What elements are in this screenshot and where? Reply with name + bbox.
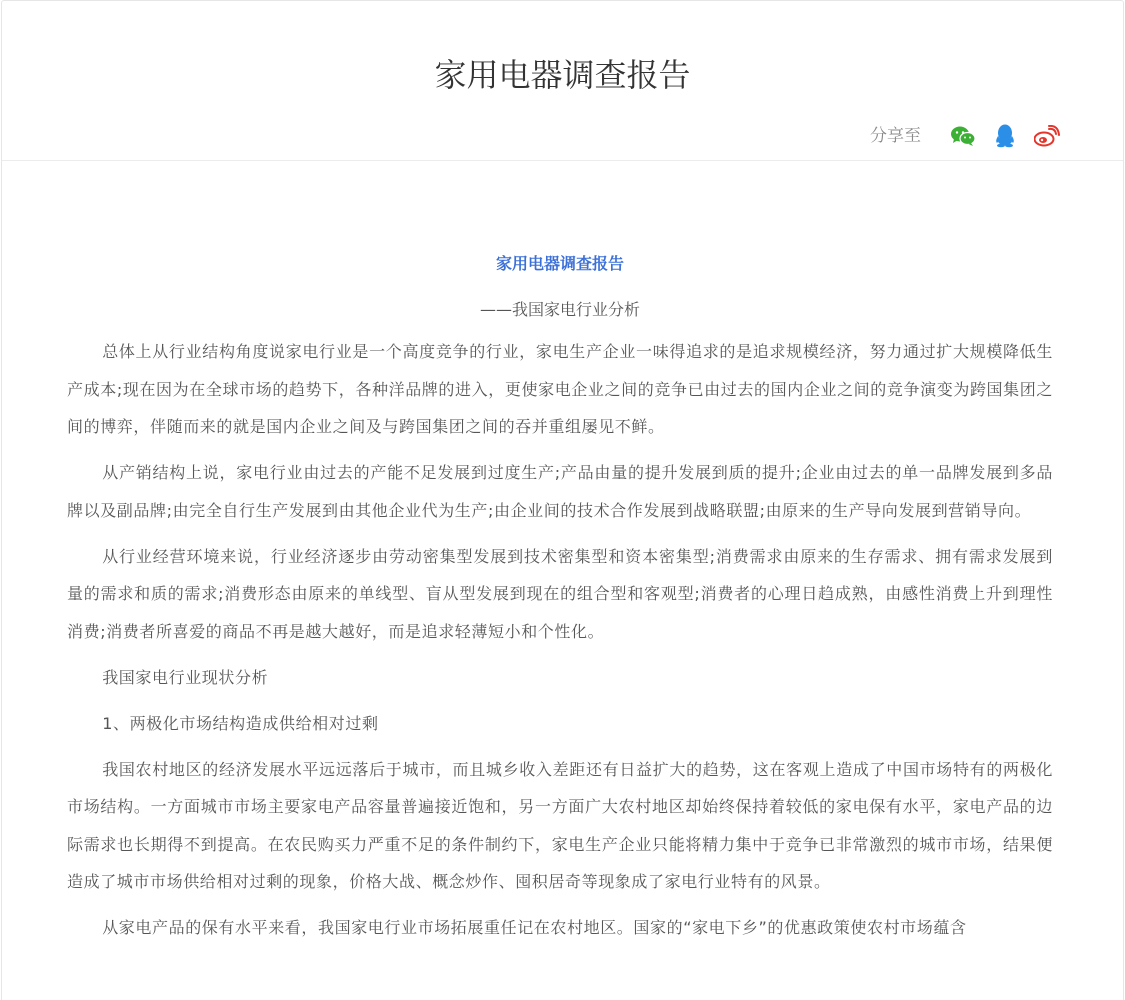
page-header	[2, 1, 1123, 161]
article-body	[67, 241, 1053, 955]
paragraph: 从行业经营环境来说，行业经济逐步由劳动密集型发展到技术密集型和资本密集型;消费需求由原来的生存需求、拥有需求发展到量的需求和质的需求;消费形态由原来的单线型、盲从型发展到现在的组合型和客观型;消费者的心理日趋成熟，由感性消费上升到理性消费;消费者所喜爱的商品不再是越大越好，而是追求轻薄短小和个性化。	[67, 546, 1053, 641]
paragraph: 从产销结构上说，家电行业由过去的产能不足发展到过度生产;产品由量的提升发展到质的提升;企业由过去的单一品牌发展到多品牌以及副品牌;由完全自行生产发展到由其他企业代为生产;由企业间的技术合作发展到战略联盟;由原来的生产导向发展到营销导向。	[67, 463, 1053, 520]
share-label: 分享至	[870, 126, 921, 146]
subsection-heading: 1、两极化市场结构造成供给相对过剩	[102, 713, 379, 733]
paragraph: 总体上从行业结构角度说家电行业是一个高度竞争的行业，家电生产企业一味得追求的是追求规模经济，努力通过扩大规模降低生产成本;现在因为在全球市场的趋势下，各种洋品牌的进入，更使家电企业之间的竞争已由过去的国内企业之间的竞争演变为跨国集团之间的博弈，伴随而来的就是国内企业之间及与跨国集团之间的吞并重组屡见不鲜。	[67, 342, 1053, 436]
qq-icon[interactable]	[991, 122, 1019, 150]
share-bar	[870, 121, 1061, 151]
paragraph: 从家电产品的保有水平来看，我国家电行业市场拓展重任记在农村地区。国家的“家电下乡”的优惠政策使农村市场蕴含	[102, 918, 967, 937]
page-title: 家用电器调查报告	[434, 56, 691, 94]
article-title: 家用电器调查报告	[495, 254, 624, 273]
paragraph: 我国农村地区的经济发展水平远远落后于城市，而且城乡收入差距还有日益扩大的趋势，这在客观上造成了中国市场特有的两极化市场结构。一方面城市市场主要家电产品容量普遍接近饱和，另一方面广大农村地区却始终保持着较低的家电保有水平，家电产品的边际需求也长期得不到提高。在农民购买力严重不足的条件制约下，家电生产企业只能将精力集中于竞争已非常激烈的城市市场，结果便造成了城市市场供给相对过剩的现象，价格大战、概念炒作、囤积居奇等现象成了家电行业特有的风景。	[67, 759, 1053, 891]
wechat-icon[interactable]	[949, 122, 977, 150]
report-page	[1, 0, 1124, 1000]
article-subtitle: ——我国家电行业分析	[479, 300, 640, 319]
section-heading: 我国家电行业现状分析	[102, 667, 269, 687]
weibo-icon[interactable]	[1033, 122, 1061, 150]
